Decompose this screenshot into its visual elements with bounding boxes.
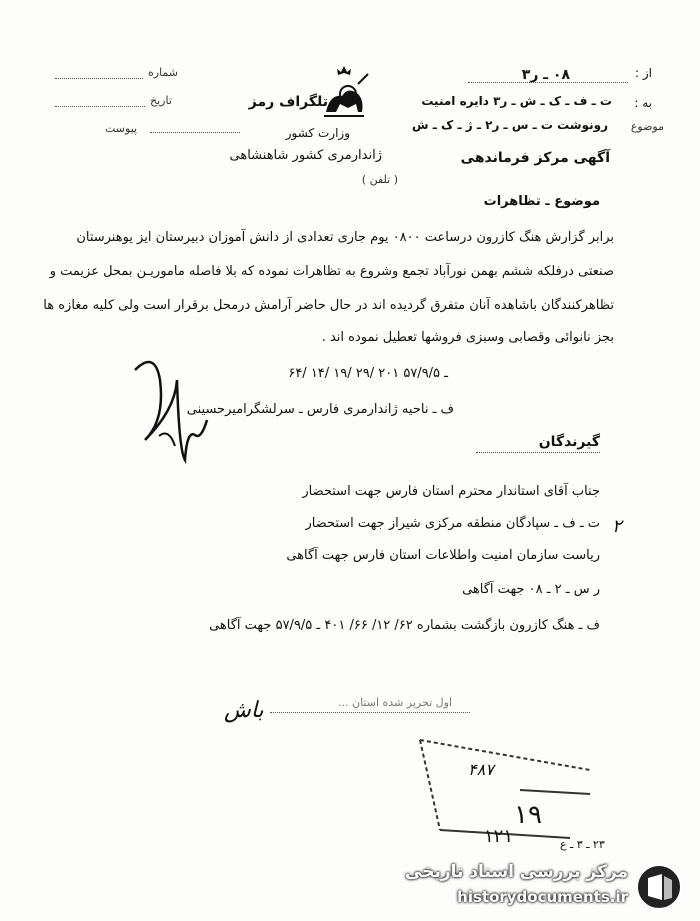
code-line: ۶۴/ ۱۴/ ۱۹/ ۲۹/ ۲۰۱ ـ ۵۷/۹/۵ <box>288 366 448 381</box>
body-line-2: صنعتی درفلکه ششم بهمن نورآباد تجمع وشروع به تظاهرات نموده که بلا فاصله ماموریـن بمحل عزیمت و <box>49 264 614 279</box>
watermark-org: مرکز بررسی اسناد تاریخی <box>405 862 628 882</box>
notice-label: آگهی مرکز فرماندهی <box>460 150 610 166</box>
stamp-note: ۴۸۷ <box>468 760 494 779</box>
body-line-3: تظاهرکنندگان باشاهده آنان متفرق گردیده اند در حال حاضر آرامش درمحل برقرار است ولی کلیه مغازه ها <box>43 298 614 313</box>
from-value: ۰۸ ـ ر۳ <box>521 67 570 83</box>
recipient-5: ف ـ هنگ کازرون بازگشت بشماره ۶۲/ ۱۲/ ۶۶/ ۴۰۱ ـ ۵۷/۹/۵ جهت آگاهی <box>209 618 600 633</box>
recipients-heading: گیرندگان <box>538 434 600 450</box>
lion-and-sun-emblem <box>318 64 370 122</box>
from-label: از : <box>635 66 652 80</box>
body-line-4: بجز نانوائی وقصابی وسبزی فروشها تعطیل نموده اند . <box>321 330 614 345</box>
recipient-1: جناب آقای استاندار محترم استان فارس جهت استحضار <box>302 484 600 499</box>
watermark-logo-icon <box>634 862 684 912</box>
stamp-number-2: ۱۲۱ <box>484 826 514 847</box>
date-label: تاریخ <box>150 94 172 107</box>
stamp-number-1: ۱۹ <box>514 800 542 830</box>
attachment-label: پیوست <box>105 122 138 135</box>
subject-line: موضوع ـ تظاهرات <box>483 194 600 209</box>
signature-line: ف ـ ناحیه ژاندارمری فارس ـ سرلشگرامیرحسینی <box>186 402 454 417</box>
gendarmerie-label: ژاندارمری کشور شاهنشاهی <box>229 148 382 163</box>
handwritten-signature <box>115 340 225 470</box>
watermark <box>405 858 690 916</box>
subject-label: موضوع <box>630 120 664 133</box>
margin-mark: ۲ <box>612 516 622 537</box>
to-label: به : <box>634 96 652 110</box>
telegram-type: تلگراف رمز <box>248 94 328 110</box>
recipient-4: ر س ـ ۲ ـ ۰۸ جهت آگاهی <box>462 582 600 597</box>
recipient-3: ریاست سازمان امنیت واطلاعات استان فارس جهت آگاهی <box>286 548 600 563</box>
footer-dots <box>270 712 470 713</box>
number-dots <box>55 78 143 79</box>
to-value: ت ـ ف ـ ک ـ ش ـ ر۳ دایره امنیت <box>421 94 612 108</box>
stamp-number-3: ۲۳ ـ ۳ ـ ع <box>560 838 605 851</box>
number-label: شماره <box>148 66 179 79</box>
handwritten-initial: باش <box>224 698 264 723</box>
footer-partial-text: اول تحریر شده استان ... <box>338 696 452 709</box>
watermark-url: historydocuments.ir <box>457 888 628 906</box>
date-dots <box>55 106 145 107</box>
attachment-dots <box>150 132 240 133</box>
phone-label: ( تلفن ) <box>361 173 398 186</box>
cc-value: رونوشت ت ـ س ـ ر۲ ـ ژ ـ ک ـ ش <box>412 118 608 132</box>
recipients-underline <box>476 452 600 453</box>
ministry-label: وزارت کشور <box>285 126 350 140</box>
body-line-1: برابر گزارش هنگ کازرون درساعت ۰۸۰۰ یوم جاری تعدادی از دانش آموزان دبیرستان ایز یوهنرستان <box>76 230 614 245</box>
recipient-2: ت ـ ف ـ سپادگان منطقه مرکزی شیراز جهت استحضار <box>305 516 600 531</box>
